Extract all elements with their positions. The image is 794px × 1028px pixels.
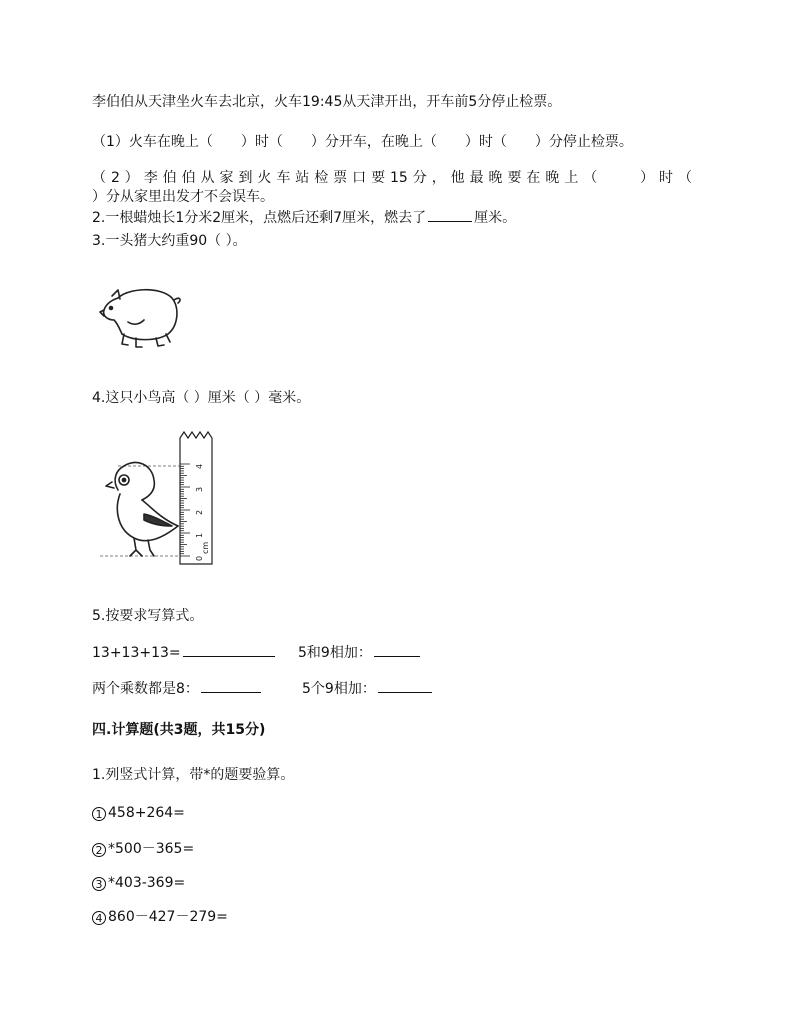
q5-item-3 — [92, 678, 263, 699]
section-4-title: 四.计算题(共3题，共15分) — [92, 722, 266, 738]
item-number-circle: 1 — [92, 807, 106, 821]
q5-item-label: 两个乘数都是8： — [92, 681, 199, 697]
bird-ruler-illustration — [98, 430, 218, 566]
q5-item-4 — [302, 678, 434, 699]
answer-blank[interactable] — [378, 678, 432, 693]
question-1-part-2-line-1: （2）李伯伯从家到火车站检票口要15分，他最晚要在晚上（ ）时（ — [92, 170, 692, 186]
q5-item-2 — [298, 642, 422, 663]
question-1-intro: 李伯伯从天津坐火车去北京，火车19:45从天津开出，开车前5分停止检票。 — [92, 94, 562, 110]
question-1-part-2-line-2: ）分从家里出发才不会误车。 — [92, 189, 274, 205]
answer-blank[interactable] — [374, 642, 420, 657]
calc-expression: *500－365= — [108, 841, 195, 857]
ruler-tick-label: 1 — [195, 532, 204, 538]
calc-item-3 — [92, 873, 185, 893]
q5-item-label: 13+13+13= — [92, 645, 181, 661]
item-number-circle: 2 — [92, 843, 106, 857]
question-3: 3.一头猪大约重90（ ）。 — [92, 233, 247, 249]
answer-blank[interactable] — [183, 642, 275, 657]
question-2-text: 2.一根蜡烛长1分米2厘米，点燃后还剩7厘米，燃去了 — [92, 210, 427, 226]
calc-item-1 — [92, 803, 185, 823]
pig-illustration — [98, 284, 182, 350]
q5-item-label: 5个9相加： — [302, 681, 376, 697]
question-2 — [92, 207, 516, 228]
q5-item-1 — [92, 642, 277, 663]
question-1-part-1: （1）火车在晚上（ ）时（ ）分开车，在晚上（ ）时（ ）分停止检票。 — [92, 134, 633, 150]
answer-blank[interactable] — [201, 678, 261, 693]
item-number-circle: 3 — [92, 877, 106, 891]
question-2-unit: 厘米。 — [474, 210, 517, 226]
ruler-tick-label: 0 — [195, 555, 204, 561]
calc-intro: 1.列竖式计算，带*的题要验算。 — [92, 767, 295, 783]
calc-item-4 — [92, 907, 228, 927]
calc-item-2 — [92, 839, 194, 859]
question-4: 4.这只小鸟高（ ）厘米（ ）毫米。 — [92, 390, 311, 406]
ruler-tick-label: 3 — [195, 486, 204, 492]
calc-expression: 458+264= — [108, 805, 185, 821]
item-number-circle: 4 — [92, 911, 106, 925]
ruler-tick-label: 4 — [195, 463, 204, 469]
answer-blank[interactable] — [428, 207, 472, 222]
ruler-tick-label: 2 — [195, 509, 204, 515]
question-5-title: 5.按要求写算式。 — [92, 608, 204, 624]
ruler-unit-label: cm — [201, 541, 210, 554]
calc-expression: *403-369= — [108, 875, 186, 891]
calc-expression: 860－427－279= — [108, 909, 228, 925]
q5-item-label: 5和9相加： — [298, 645, 372, 661]
